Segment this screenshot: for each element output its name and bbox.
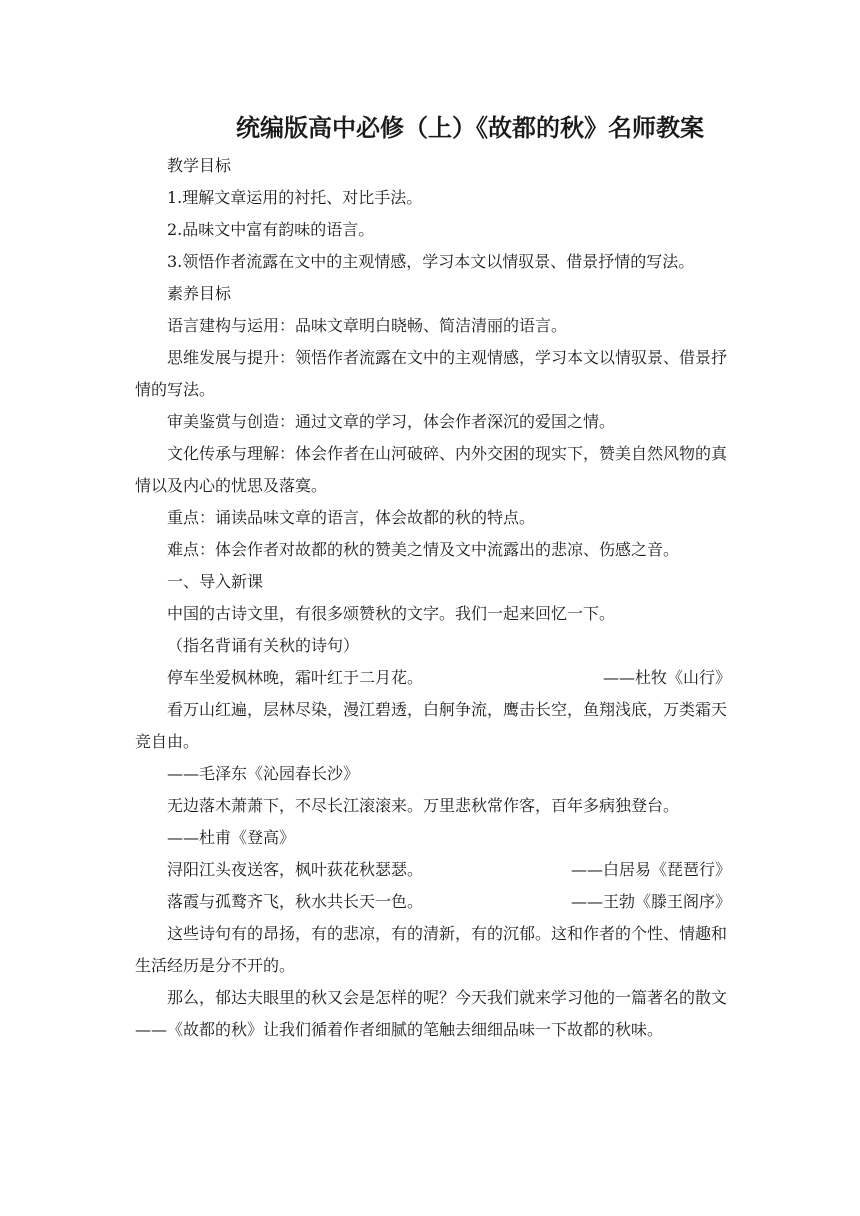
literacy-culture: 文化传承与理解：体会作者在山河破碎、内外交困的现实下，赞美自然风物的真情以及内心的忧思及落寞。 <box>135 444 728 495</box>
poem-text: 浔阳江头夜送客，枫叶荻花秋瑟瑟。 <box>167 860 424 879</box>
key-point: 重点：诵读品味文章的语言，体会故都的秋的特点。 <box>167 508 536 527</box>
goal-item-3: 3.领悟作者流露在文中的主观情感，学习本文以情驭景、借景抒情的写法。 <box>167 252 695 271</box>
poem-source-3: ——杜甫《登高》 <box>167 828 296 847</box>
recite-instruction: （指名背诵有关秋的诗句） <box>167 636 360 655</box>
heading-literacy-goals: 素养目标 <box>167 284 232 303</box>
literacy-thinking: 思维发展与提升：领悟作者流露在文中的主观情感，学习本文以情驭景、借景抒情的写法。 <box>135 348 728 399</box>
poem-text: 落霞与孤鹜齐飞，秋水共长天一色。 <box>167 892 424 911</box>
intro-paragraph: 中国的古诗文里，有很多颂赞秋的文字。我们一起来回忆一下。 <box>167 604 616 623</box>
poem-line-4 <box>135 854 731 886</box>
poem-line-5 <box>135 886 731 918</box>
literacy-language: 语言建构与运用：品味文章明白晓畅、简洁清丽的语言。 <box>167 316 568 335</box>
goal-item-1: 1.理解文章运用的衬托、对比手法。 <box>167 188 423 207</box>
poem-source: ——杜牧《山行》 <box>602 668 731 687</box>
difficult-point: 难点：体会作者对故都的秋的赞美之情及文中流露出的悲凉、伤感之音。 <box>167 540 680 559</box>
document-title: 统编版高中必修（上）《故都的秋》名师教案 <box>236 114 704 142</box>
document-body <box>135 150 731 1046</box>
poem-line-1 <box>135 662 731 694</box>
poem-source-2: ——毛泽东《沁园春长沙》 <box>167 764 360 783</box>
closing-paragraph-2: 那么，郁达夫眼里的秋又会是怎样的呢？今天我们就来学习他的一篇著名的散文——《故都的秋》让我们循着作者细腻的笔触去细细品味一下故都的秋味。 <box>135 988 728 1039</box>
poem-source: ——王勃《滕王阁序》 <box>570 892 731 911</box>
poem-line-3: 无边落木萧萧下，不尽长江滚滚来。万里悲秋常作客，百年多病独登台。 <box>167 796 680 815</box>
poem-line-2: 看万山红遍，层林尽染，漫江碧透，白舸争流，鹰击长空，鱼翔浅底，万类霜天竞自由。 <box>135 700 728 751</box>
section-heading-intro: 一、导入新课 <box>167 572 264 591</box>
closing-paragraph-1: 这些诗句有的昂扬，有的悲凉，有的清新，有的沉郁。这和作者的个性、情趣和生活经历是分不开的。 <box>135 924 728 975</box>
literacy-aesthetic: 审美鉴赏与创造：通过文章的学习，体会作者深沉的爱国之情。 <box>167 412 616 431</box>
goal-item-2: 2.品味文中富有韵味的语言。 <box>167 220 375 239</box>
heading-teaching-goals: 教学目标 <box>167 156 232 175</box>
poem-source: ——白居易《琵琶行》 <box>570 860 731 879</box>
poem-text: 停车坐爱枫林晚，霜叶红于二月花。 <box>167 668 424 687</box>
